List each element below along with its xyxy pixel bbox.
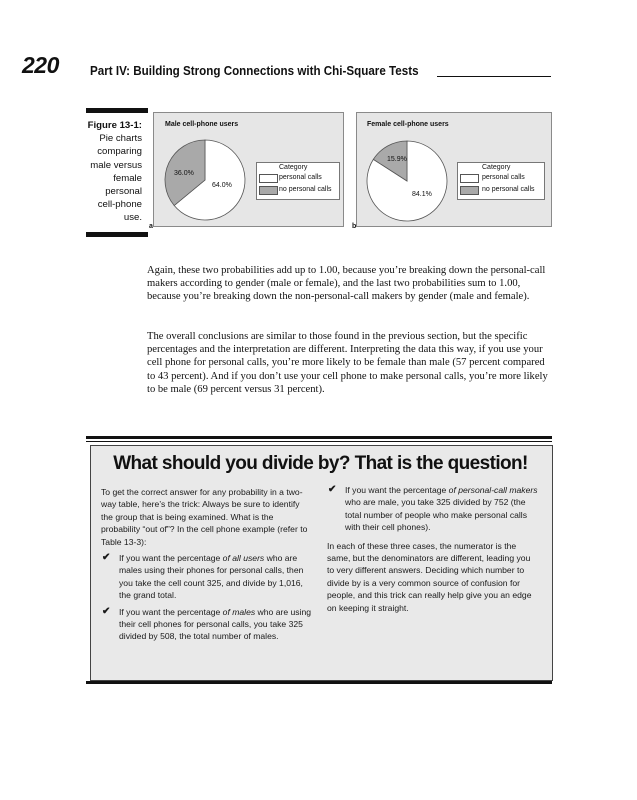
legend-entry-personal: personal calls <box>279 174 322 181</box>
female-pie-chart <box>362 136 452 226</box>
sidebar-intro: To get the correct answer for any probability in a two-way table, here’s the trick: Always be sure to identify the group that is being examined. What is the probability “out of”? In the cell phone example (refer to Table 13-3): <box>101 487 308 547</box>
page-number: 220 <box>22 52 59 78</box>
caption-line: cell-phone <box>97 199 142 211</box>
female-chart-legend <box>457 162 545 200</box>
legend-entry-no-personal: no personal calls <box>482 186 535 193</box>
body-paragraph-2: The overall conclusions are similar to those found in the previous section, but the specific percentages and the interpretation are different. Interpreting the data this way, if you use your cell phone for personal calls, you’re more likely to be female than male (57 percent compared to 43 percent). And if you don’t use your cell phone to make personal calls, you’re more likely to be male (69 percent versus 31 percent). <box>147 331 548 395</box>
sidebar-right-column <box>327 484 539 614</box>
check-bullet-icon: ✔ <box>102 605 111 617</box>
check-bullet-icon: ✔ <box>102 552 111 564</box>
panel-label-a: a <box>149 223 153 230</box>
sidebar-left-column <box>101 486 313 643</box>
sidebar-rule-top <box>86 436 552 439</box>
female-pie-label-personal: 84.1% <box>412 191 432 198</box>
caption-line: Pie charts <box>99 133 142 145</box>
figure-caption-bar-top <box>86 108 148 113</box>
sidebar-bullet: ✔ If you want the percentage of all users who are males using their phones for personal calls, then you take the cell count 325, and divide by 1,016, the grand total. <box>102 552 304 601</box>
male-chart-title: Male cell-phone users <box>165 121 239 128</box>
figure-caption <box>76 119 142 225</box>
figure-label: Figure 13-1: <box>87 120 142 131</box>
male-pie-chart <box>160 135 250 225</box>
body-paragraph-1: Again, these two probabilities add up to 1.00, because you’re breaking down the personal-call makers according to gender (male or female), and the last two probabilities sum to 1.00, because you’re breaking down the non-personal-call makers by gender (male and female). <box>147 265 546 303</box>
legend-swatch-personal <box>259 174 278 183</box>
male-chart-legend <box>256 162 340 200</box>
caption-line: female <box>113 172 142 184</box>
running-header-title: Part IV: Building Strong Connections with Chi-Square Tests <box>90 64 419 78</box>
caption-line: personal <box>105 186 142 198</box>
female-chart-title: Female cell-phone users <box>367 121 449 128</box>
female-pie-label-no-personal: 15.9% <box>387 156 407 163</box>
legend-title: Category <box>279 164 308 171</box>
caption-line: male versus <box>90 159 142 171</box>
sidebar-rule-top-thin <box>86 441 552 442</box>
legend-swatch-no-personal <box>259 186 278 195</box>
sidebar-bullet: ✔ If you want the percentage of males who are using their cell phones for personal calls, you take 325 divided by 508, the total number of males. <box>102 605 312 642</box>
legend-entry-personal: personal calls <box>482 174 525 181</box>
legend-swatch-personal <box>460 174 479 183</box>
caption-line: comparing <box>97 146 142 158</box>
header-rule <box>437 76 551 77</box>
figure-caption-bar-bottom <box>86 232 148 237</box>
legend-swatch-no-personal <box>460 186 479 195</box>
sidebar-rule-bottom <box>86 681 552 684</box>
legend-entry-no-personal: no personal calls <box>279 186 332 193</box>
check-bullet-icon: ✔ <box>328 484 337 495</box>
male-pie-label-personal: 64.0% <box>212 182 232 189</box>
sidebar-bullet: ✔ If you want the percentage of personal-call makers who are male, you take 325 divided by 752 (the total number of people who make personal calls with their cell phones). <box>328 484 538 533</box>
male-pie-label-no-personal: 36.0% <box>174 170 194 177</box>
sidebar-title: What should you divide by? That is the question! <box>113 453 528 474</box>
caption-line: use. <box>123 212 142 224</box>
panel-label-b: b <box>352 223 357 230</box>
sidebar-closing: In each of these three cases, the numerator is the same, but the denominators are different, leading you to very different answers. Deciding which number to divide by is a very common source of confusion for people, and this trick can really help give you an edge on keeping it straight. <box>327 540 532 613</box>
legend-title: Category <box>482 164 511 171</box>
